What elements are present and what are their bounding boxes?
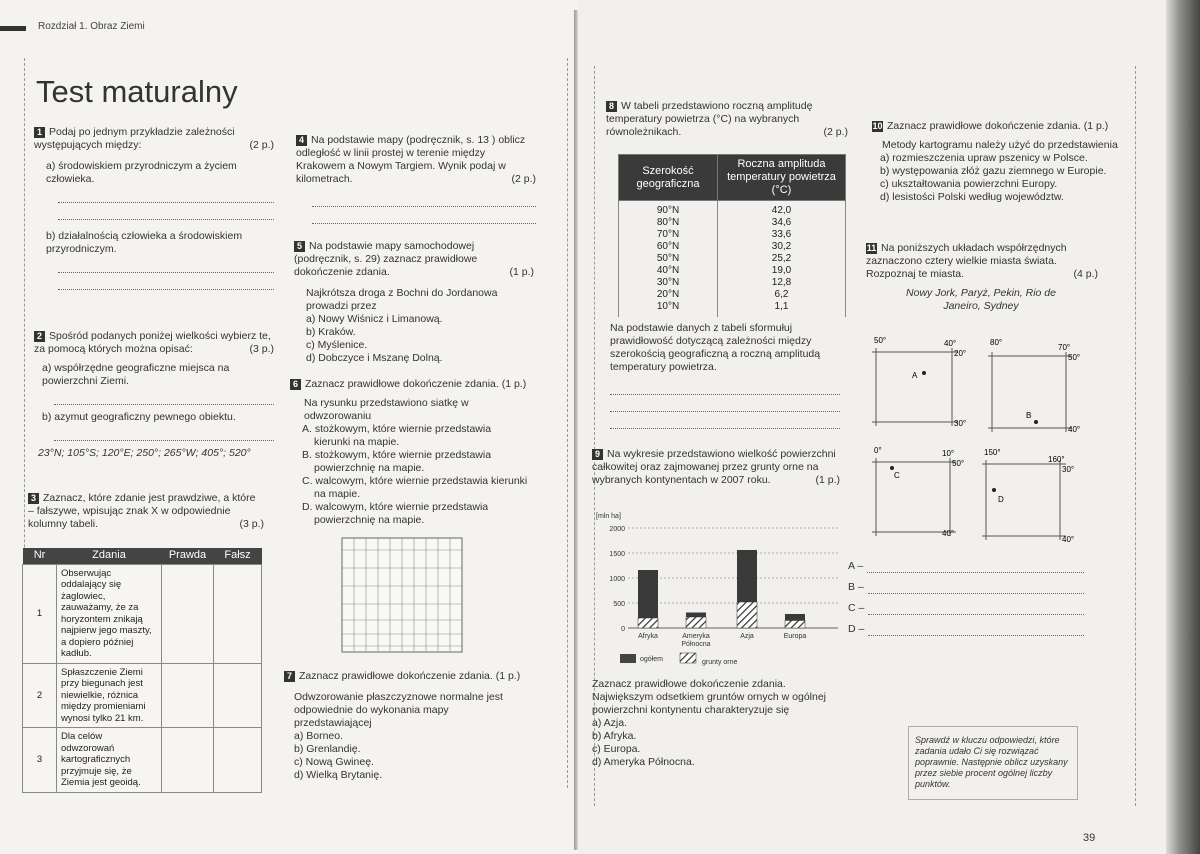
q7-stem: Odwzorowanie płaszczyznowe normalne jest odpowiednie do wykonania mapy przedstawiającej (294, 691, 503, 729)
q4-text: Na podstawie mapy (podręcznik, s. 13 ) oblicz odległość w linii prostej w terenie między Krakowem a Nowym Targiem. Wynik podaj w kilometrach. (296, 134, 526, 185)
q10-text: Zaznacz prawidłowe dokończenie zdania. (887, 120, 1081, 132)
latitude-cell: 70°N (656, 229, 680, 240)
true-false-table (22, 548, 262, 793)
answer-line[interactable] (58, 190, 274, 203)
point-label: A (912, 371, 918, 380)
x-category-label: Azja (740, 633, 754, 640)
row-nr: 1 (23, 564, 57, 663)
answer-label: C – (848, 602, 865, 614)
false-cell[interactable] (214, 564, 262, 663)
bar-arable-1 (686, 617, 706, 628)
amplitude-cell: 33,6 (771, 229, 792, 240)
lon-label: 150° (984, 448, 1001, 457)
y-tick-label: 1500 (609, 551, 625, 558)
latitude-cell: 90°N (656, 205, 680, 216)
question-4 (296, 134, 536, 228)
latitude-cell: 10°N (656, 301, 680, 312)
q9-after: Zaznacz prawidłowe dokończenie zdania. Największym odsetkiem gruntów ornych w ogólnej powierzchni kontynentu charakteryzuje się (592, 678, 827, 716)
row-sentence: Obserwując oddalający się żaglowiec, zauważamy, że za horyzontem znikają najpierw jego maszty, a dopiero później kadłub. (57, 564, 162, 663)
y-tick-label: 0 (621, 626, 625, 633)
option-D[interactable]: D. walcowym, które wiernie przedstawia powierzchnię na mapie. (302, 501, 489, 526)
lat-label: 20° (954, 349, 967, 358)
false-cell[interactable] (214, 663, 262, 728)
q9-followup (592, 678, 842, 769)
option-b[interactable]: b) Afryka. (592, 730, 637, 742)
q1-b: b) działalnością człowieka a środowiskiem przyrodniczym. (46, 230, 243, 255)
question-9 (592, 448, 840, 487)
city-point-d (992, 488, 996, 492)
coordinate-box-a (872, 336, 966, 428)
lon-label: 40° (944, 339, 957, 348)
question-1 (34, 126, 274, 294)
option-a[interactable]: a) Nowy Wiśnicz i Limanową. (306, 313, 443, 325)
answer-line[interactable] (54, 428, 274, 441)
q8-number: 8 (606, 101, 617, 112)
amplitude-cell: 6,2 (774, 289, 789, 300)
page-number: 39 (1083, 832, 1096, 844)
answer-line[interactable] (58, 260, 274, 273)
latitude-cell: 50°N (656, 253, 680, 264)
option-b[interactable]: b) Grenlandię. (294, 743, 361, 755)
q6-text: Zaznacz prawidłowe dokończenie zdania. (305, 378, 499, 390)
q3-text: Zaznacz, które zdanie jest prawdziwe, a które – fałszywe, wpisując znak X w odpowiednie kolumny tabeli. (28, 492, 256, 530)
answer-label: D – (848, 623, 865, 635)
q11-text: Na poniższych układach współrzędnych zaznaczono cztery wielkie miasta świata. Rozpoznaj te miasta. (866, 242, 1067, 280)
amplitude-cell: 25,2 (771, 253, 792, 264)
option-a[interactable]: a) rozmieszczenia upraw pszenicy w Polsce. (880, 152, 1088, 164)
answer-line[interactable] (610, 399, 840, 412)
q6-number: 6 (290, 379, 301, 390)
answer-line[interactable] (868, 602, 1084, 615)
option-c[interactable]: c) Europa. (592, 743, 641, 755)
lat-label: 50° (952, 459, 965, 468)
y-axis-label: [mln ha] (596, 513, 621, 520)
q7-text: Zaznacz prawidłowe dokończenie zdania. (299, 670, 493, 682)
question-10 (872, 120, 1122, 204)
row-nr: 3 (23, 728, 57, 793)
question-6 (290, 378, 530, 527)
coordinate-grids (866, 334, 1086, 554)
answer-line[interactable] (54, 392, 274, 405)
page-edge-shadow (1166, 0, 1200, 854)
q6-stem: Na rysunku przedstawiono siatkę w odwzorowaniu (304, 397, 469, 422)
q10-stem: Metody kartogramu należy użyć do przedstawienia (882, 139, 1118, 151)
question-8 (606, 100, 848, 139)
q2-values: 23°N; 105°S; 120°E; 250°; 265°W; 405°; 520° (38, 447, 251, 459)
q1-text: Podaj po jednym przykładzie zależności występujących między: (34, 126, 235, 151)
q5-number: 5 (294, 241, 305, 252)
q9-points: (1 p.) (815, 474, 840, 486)
land-use-chart (592, 508, 842, 670)
legend-total-swatch (620, 654, 636, 663)
amplitude-table (618, 154, 846, 317)
point-label: C (894, 471, 900, 480)
latitude-cell: 60°N (656, 241, 680, 252)
q9-text: Na wykresie przedstawiono wielkość powierzchni całkowitej oraz zajmowanej przez grunty orne na wybranych kontynentach w 2007 roku. (592, 448, 836, 486)
col-header-false: Fałsz (214, 548, 262, 564)
option-A[interactable]: A. stożkowym, które wiernie przedstawia kierunki na mapie. (302, 423, 492, 448)
point-label: D (998, 495, 1004, 504)
x-category-label: Afryka (638, 633, 658, 640)
option-c[interactable]: c) Myślenice. (306, 339, 368, 351)
true-cell[interactable] (162, 728, 214, 793)
question-2 (34, 330, 274, 460)
q2-number: 2 (34, 331, 45, 342)
coordinate-box-d (982, 448, 1074, 544)
option-d[interactable]: d) Dobczyce i Mszanę Dolną. (306, 352, 443, 364)
table-row (23, 564, 262, 663)
latitude-cell: 40°N (656, 265, 680, 276)
projection-grid-figure (340, 536, 464, 654)
x-category-label: Północna (681, 641, 711, 648)
q11-points: (4 p.) (1073, 268, 1098, 280)
amplitude-cell: 42,0 (771, 205, 792, 216)
q4-points: (2 p.) (511, 173, 536, 185)
city-point-a (922, 371, 926, 375)
amplitude-cell: 30,2 (771, 241, 792, 252)
lon-label: 10° (942, 449, 955, 458)
amplitude-cell: 12,8 (771, 277, 792, 288)
answer-label: B – (848, 581, 864, 593)
amplitude-cell: 1,1 (774, 301, 789, 312)
amplitude-cell: 19,0 (771, 265, 792, 276)
q1-number: 1 (34, 127, 45, 138)
false-cell[interactable] (214, 728, 262, 793)
chapter-header: Rozdział 1. Obraz Ziemi (38, 21, 145, 32)
left-page (0, 0, 578, 854)
answer-line[interactable] (58, 277, 274, 290)
q10-number: 10 (872, 120, 883, 131)
answer-label: A – (848, 560, 864, 572)
lat-label: 30° (1062, 465, 1075, 474)
bar-arable-3 (785, 621, 805, 629)
option-d[interactable]: d) Wielką Brytanię. (294, 769, 383, 781)
lon-label: 80° (990, 338, 1003, 347)
q8-text: W tabeli przedstawiono roczną amplitudę temperatury powietrza (°C) na wybranych równoleżnikach. (606, 100, 813, 138)
lat-label: 40° (1068, 425, 1081, 434)
option-a[interactable]: a) Borneo. (294, 730, 344, 742)
option-b[interactable]: b) Kraków. (306, 326, 356, 338)
question-5 (294, 240, 534, 365)
chapter-marker (0, 26, 26, 31)
option-d[interactable]: d) Ameryka Północna. (592, 756, 695, 768)
option-C[interactable]: C. walcowym, które wiernie przedstawia kierunki na mapie. (302, 475, 528, 500)
lat-label: 40° (942, 529, 955, 538)
answer-line[interactable] (312, 211, 536, 224)
bar-arable-2 (737, 602, 757, 628)
q2-points: (3 p.) (249, 343, 274, 355)
answer-line[interactable] (868, 623, 1084, 636)
answer-line[interactable] (58, 207, 274, 220)
col-latitude-header: Szerokość geograficzna (619, 155, 718, 201)
y-tick-label: 500 (613, 601, 625, 608)
page-title: Test maturalny (36, 74, 238, 109)
y-tick-label: 2000 (609, 526, 625, 533)
true-cell[interactable] (162, 564, 214, 663)
q11-cities: Nowy Jork, Paryż, Pekin, Rio de Janeiro, Sydney (906, 287, 1056, 312)
table-row (23, 663, 262, 728)
row-sentence: Spłaszczenie Ziemi przy biegunach jest niewielkie, różnica między promieniami wynosi tylko 21 km. (57, 663, 162, 728)
legend-total-label: ogółem (640, 656, 663, 663)
option-d[interactable]: d) lesistości Polski według województw. (880, 191, 1064, 203)
legend-arable-swatch (680, 653, 696, 663)
row-sentence: Dla celów odwzorowań kartograficznych przyjmuje się, że Ziemia jest geoidą. (57, 728, 162, 793)
point-label: B (1026, 411, 1032, 420)
q1-points: (2 p.) (249, 139, 274, 151)
q1-a: a) środowiskiem przyrodniczym a życiem człowieka. (46, 160, 237, 185)
col-header-sentence: Zdania (57, 548, 162, 564)
q8-after: Na podstawie danych z tabeli sformułuj prawidłowość dotyczącą zależności między szerokością geograficzną a roczną amplitudą temperatury powietrza. (610, 322, 821, 373)
q8-points: (2 p.) (823, 126, 848, 138)
y-tick-label: 1000 (609, 576, 625, 583)
x-category-label: Ameryka (682, 633, 710, 640)
lon-label: 160° (1048, 455, 1065, 464)
q2-b: b) azymut geograficzny pewnego obiektu. (42, 411, 236, 423)
question-11 (866, 242, 1098, 313)
option-c[interactable]: c) Nową Gwineę. (294, 756, 374, 768)
q10-points: (1 p.) (1083, 120, 1109, 132)
lat-label: 50° (1068, 353, 1081, 362)
q5-stem: Najkrótsza droga z Bochni do Jordanowa prowadzi przez (306, 287, 498, 312)
latitude-cell: 30°N (656, 277, 680, 288)
lon-label: 70° (1058, 343, 1071, 352)
question-3 (28, 492, 264, 531)
lat-label: 30° (954, 419, 967, 428)
q11-number: 11 (866, 242, 877, 253)
q2-a: a) współrzędne geograficzne miejsca na powierzchni Ziemi. (42, 362, 230, 387)
q3-number: 3 (28, 493, 39, 504)
answer-line[interactable] (610, 382, 840, 395)
q7-number: 7 (284, 671, 295, 682)
col-header-true: Prawda (162, 548, 214, 564)
q5-text: Na podstawie mapy samochodowej (podręcznik, s. 29) zaznacz prawidłowe dokończenie zdania. (294, 240, 478, 278)
q5-points: (1 p.) (509, 266, 534, 278)
col-amplitude-header: Roczna amplituda temperatury powietrza (°C) (718, 155, 846, 201)
answer-line[interactable] (867, 560, 1084, 573)
lon-label: 50° (874, 336, 887, 345)
amplitude-cell: 34,6 (771, 217, 792, 228)
lat-label: 40° (1062, 535, 1075, 544)
latitude-cell: 80°N (656, 217, 680, 228)
q2-text: Spośród podanych poniżej wielkości wybierz te, za pomocą których można opisać: (34, 330, 271, 355)
answer-line[interactable] (610, 416, 840, 429)
table-row (23, 728, 262, 793)
option-a[interactable]: a) Azja. (592, 717, 628, 729)
answer-line[interactable] (312, 194, 536, 207)
option-B[interactable]: B. stożkowym, które wiernie przedstawia powierzchnię na mapie. (302, 449, 492, 474)
option-b[interactable]: b) występowania złóż gazu ziemnego w Europie. (880, 165, 1107, 177)
latitude-cell: 20°N (656, 289, 680, 300)
coordinate-box-b (988, 338, 1080, 434)
q8-followup (610, 322, 840, 433)
self-check-note: Sprawdź w kluczu odpowiedzi, które zadania udało Ci się rozwiązać poprawnie. Następnie oblicz uzyskany przez siebie procent ogólnej liczby punktów. (908, 726, 1078, 800)
city-point-c (890, 466, 894, 470)
q3-points: (3 p.) (239, 518, 264, 530)
q11-answers (848, 560, 1084, 644)
city-point-b (1034, 420, 1038, 424)
answer-line[interactable] (868, 581, 1084, 594)
q7-points: (1 p.) (495, 670, 521, 682)
q6-points: (1 p.) (501, 378, 527, 390)
option-c[interactable]: c) ukształtowania powierzchni Europy. (880, 178, 1058, 190)
row-nr: 2 (23, 663, 57, 728)
coordinate-box-c (872, 446, 964, 538)
legend-arable-label: grunty orne (702, 659, 738, 666)
q4-number: 4 (296, 135, 307, 146)
true-cell[interactable] (162, 663, 214, 728)
bar-arable-0 (638, 618, 658, 628)
col-header-nr: Nr (23, 548, 57, 564)
x-category-label: Europa (783, 633, 807, 640)
lon-label: 0° (874, 446, 882, 455)
q9-number: 9 (592, 449, 603, 460)
question-7 (284, 670, 524, 782)
